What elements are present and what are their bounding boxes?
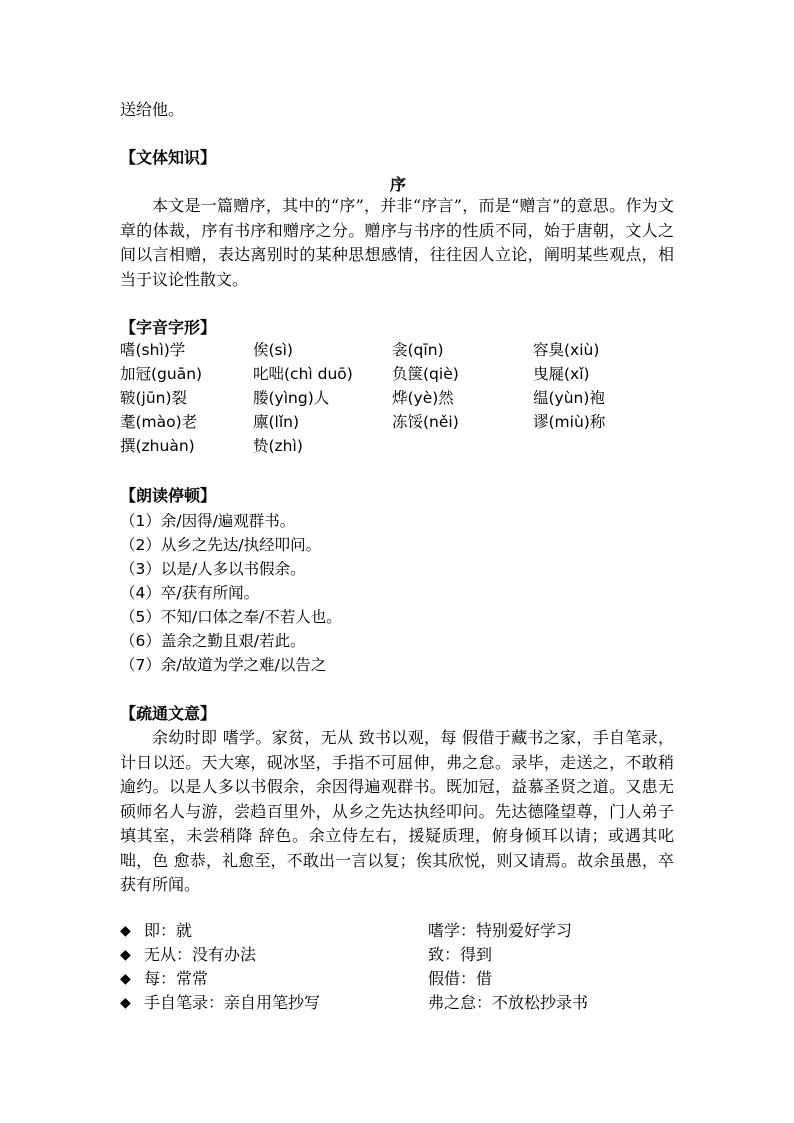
langdu-item: （6）盖余之勤且艰/若此。 [120, 632, 306, 650]
intro-tail-text: 送给他。 [120, 100, 185, 119]
langdu-item: （7）余/故道为学之难/以告之 [120, 656, 327, 674]
langdu-heading: 【朗读停顿】 [120, 486, 217, 505]
ziyin-cell: 嗜(shì)学 [120, 341, 186, 359]
shutong-paragraph: 余幼时即 嗜学。家贫，无从 致书以观，每 假借于藏书之家，手自笔录，计日以还。天大寒，砚冰坚，手指不可屈伸，弗之怠。录毕，走送之，不敢稍逾约。以是人多以书假余，余因得遍观群书。既加冠，益慕圣贤之道。又患无硕师名人与游，尝趋百里外，从乡之先达执经叩问。先达德隆望尊，门人弟子填其室，未尝稍降 辞色。余立侍左右，援疑质理，俯身倾耳以请；或遇其叱咄，色 愈恭，礼愈至，不敢出一言以复；俟其欣悦，则又请焉。故余虽愚，卒获有所闻。 [120, 728, 674, 894]
ziyin-cell: 贽(zhì) [253, 437, 303, 455]
shutong-heading: 【疏通文意】 [120, 704, 217, 723]
ziyin-heading: 【字音字形】 [120, 318, 217, 337]
wenti-heading: 【文体知识】 [120, 148, 217, 167]
note-right: 假借：借 [428, 969, 493, 988]
ziyin-cell: 加冠(guān) [120, 365, 203, 383]
langdu-item: （5）不知/口体之奉/不若人也。 [120, 608, 342, 626]
diamond-bullet-icon: ◆ [120, 947, 131, 963]
ziyin-cell: 曳屣(xǐ) [533, 365, 590, 383]
ziyin-cell: 烨(yè)然 [392, 389, 454, 407]
langdu-item: （3）以是/人多以书假余。 [120, 560, 306, 578]
ziyin-cell: 负箧(qiè) [392, 365, 459, 383]
wenti-paragraph: 本文是一篇赠序，其中的“序”，并非“序言”，而是“赠言”的意思。作为文章的体裁，序有书序和赠序之分。赠序与书序的性质不同，始于唐朝，文人之间以言相赠，表达离别时的某种思想感情，往往因人立论，阐明某些观点，相当于议论性散文。 [120, 196, 674, 289]
ziyin-cell: 衾(qīn) [392, 341, 444, 359]
wenti-title: 序 [390, 175, 407, 194]
ziyin-cell: 俟(sì) [253, 341, 293, 359]
note-left: 手自笔录：亲自用笔抄写 [144, 993, 321, 1012]
note-left: 每：常常 [144, 969, 209, 988]
ziyin-cell: 冻馁(něi) [392, 413, 459, 431]
ziyin-cell: 撰(zhuàn) [120, 437, 195, 455]
ziyin-cell: 缊(yùn)袍 [533, 389, 605, 407]
langdu-item: （4）卒/获有所闻。 [120, 584, 260, 602]
note-left: 无从：没有办法 [144, 945, 257, 964]
note-right: 弗之怠：不放松抄录书 [428, 993, 589, 1012]
ziyin-cell: 皲(jūn)裂 [120, 389, 188, 407]
ziyin-cell: 谬(miù)称 [533, 413, 606, 431]
note-right: 嗜学：特别爱好学习 [428, 921, 573, 940]
diamond-bullet-icon: ◆ [120, 923, 131, 939]
ziyin-cell: 容臭(xiù) [533, 341, 600, 359]
diamond-bullet-icon: ◆ [120, 971, 131, 987]
note-left: 即：就 [144, 921, 193, 940]
ziyin-cell: 廪(lǐn) [253, 413, 300, 431]
ziyin-cell: 叱咄(chì duō) [253, 365, 353, 383]
note-right: 致：得到 [428, 945, 493, 964]
langdu-item: （2）从乡之先达/执经叩问。 [120, 536, 322, 554]
langdu-item: （1）余/因得/遍观群书。 [120, 512, 296, 530]
ziyin-cell: 耄(mào)老 [120, 413, 198, 431]
diamond-bullet-icon: ◆ [120, 995, 131, 1011]
ziyin-cell: 媵(yìng)人 [253, 389, 330, 407]
